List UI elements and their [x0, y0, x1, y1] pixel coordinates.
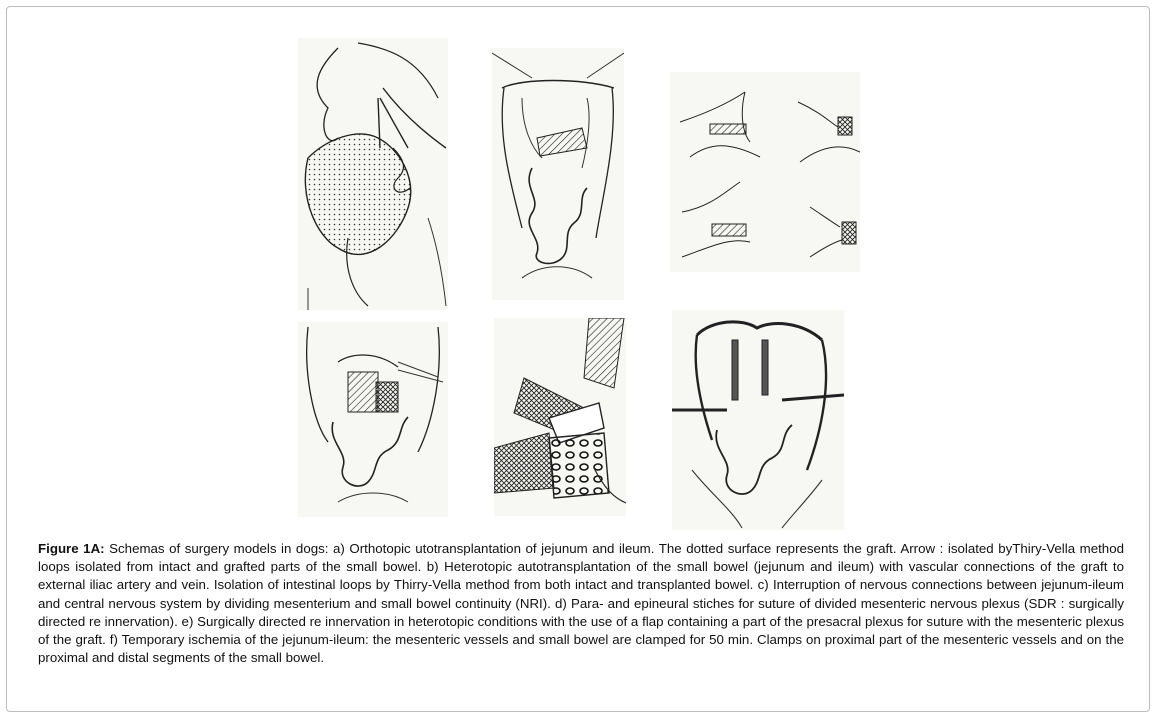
panel-f-drawing	[672, 310, 844, 530]
figure-caption-text: Schemas of surgery models in dogs: a) Orthotopic utotransplantation of jejunum and ileum. The dotted surface represents the graft. Arrow : isolated byThiry-Vella method loops isolated from intact and grafted parts of the small bowel. b) Heterotopic autotransplantation of the small bowel (jejunum and ileum) with vascular connections of the graft to external iliac artery and vein. Isolation of intestinal loops by Thirry-Vella method from both intact and transplanted bowel. c) Interruption of nervous connections between jejunum-ileum and central nervous system by dividing mesenterium and small bowel continuity (NRI). d) Para- and epineural stiches for suture of divided mesenteric nervous plexus (SDR : surgically directed re innervation). e) Surgically directed re innervation in heterotopic conditions with the use of a flap containing a part of the presacral plexus for suture with the mesenteric plexus of the graft. f) Temporary ischemia of the jejunum-ileum: the mesenteric vessels and small bowel are clamped for 50 min. Clamps on proximal part of the mesenteric vessels and on the proximal and distal segments of the small bowel.	[38, 541, 1124, 666]
figure-caption	[38, 540, 1124, 667]
figure-panel-f	[672, 310, 844, 530]
panel-a-drawing	[298, 38, 448, 310]
figure-panel-b	[492, 48, 624, 300]
panel-b-drawing	[492, 48, 624, 300]
figure-panel-d	[298, 322, 448, 517]
figure-panel-c	[670, 72, 860, 272]
panel-d-drawing	[298, 322, 448, 517]
figure-caption-label: Figure 1A:	[38, 541, 105, 556]
panel-c-drawing	[670, 72, 860, 272]
panel-e-drawing	[494, 318, 626, 516]
figure-panel-a	[298, 38, 448, 310]
figure-panel-e	[494, 318, 626, 516]
